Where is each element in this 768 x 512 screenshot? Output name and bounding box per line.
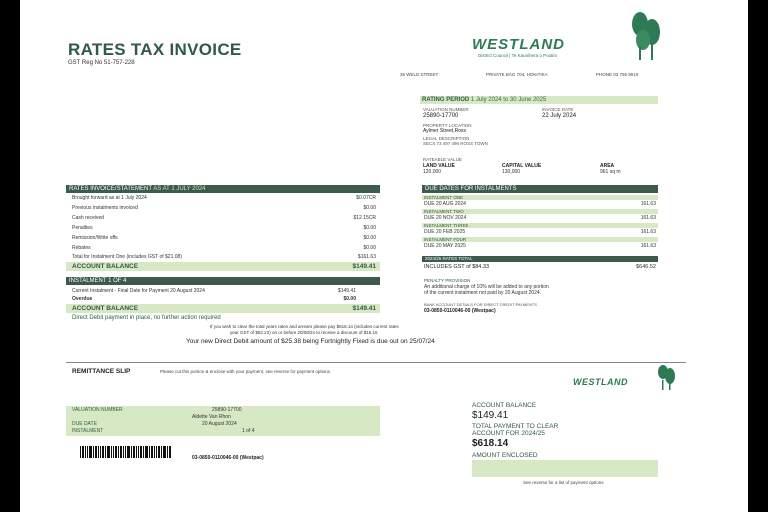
direct-debit-amount-note: Your new Direct Debit amount of $25.38 being Fortnightly Fixed is due out on 25/07/24: [186, 338, 435, 345]
slip-instalment-label: INSTALMENT: [72, 428, 104, 434]
council-subtitle: District Council | Te Kaunihera o Poutini: [478, 53, 557, 58]
instalment-balance-label: ACCOUNT BALANCE: [72, 305, 139, 312]
rating-period: [422, 97, 546, 103]
penalty-text-1: An additional charge of 10% will be added to any portion: [424, 284, 549, 290]
instalment-due-date: DUE 20 NOV 2024: [424, 215, 467, 221]
barcode-icon: [80, 446, 172, 458]
current-instalment-label: Current Instalment - Final Date for Payment 20 August 2024: [72, 288, 205, 294]
slip-due-label: DUE DATE: [72, 421, 97, 427]
statement-row: Previous instalments invoiced: [72, 205, 138, 211]
overdue-amount: $0.00: [343, 296, 356, 302]
area-value: 961 sq m: [600, 169, 621, 175]
tree-logo-icon: [628, 10, 662, 62]
penalty-text-2: of the current instalment not paid by 20 August 2024.: [424, 290, 542, 296]
council-logo: WESTLAND: [472, 36, 565, 53]
instalment-amount: 161.63: [640, 243, 656, 249]
amount-enclosed-label: AMOUNT ENCLOSED: [472, 452, 538, 459]
statement-amount: $12.15CR: [353, 215, 376, 221]
rates-total-gst: INCLUDES GST of $84.33: [424, 264, 490, 270]
bank-label: BANK ACCOUNT DETAILS FOR DIRECT CREDIT PAYMENTS: [424, 302, 537, 307]
instalment-amount: 161.63: [640, 229, 656, 235]
statement-row: Remission/Write offs: [72, 235, 118, 241]
instalment-header: INSTALMENT 1 OF 4: [66, 277, 380, 285]
address-bag: PRIVATE BAG 704, HOKITIKA: [486, 72, 548, 77]
statement-row: Cash received: [72, 215, 104, 221]
statement-amount: $0.00: [363, 235, 376, 241]
instalment-due-date: DUE 20 FEB 2025: [424, 229, 466, 235]
statement-date: AS AT 1 JULY 2024: [153, 186, 206, 192]
address-street: 36 WELD STREET: [400, 72, 439, 77]
rating-period-value: 1 July 2024 to 30 June 2025: [470, 97, 547, 103]
slip-bank-account: 03-0850-0110046-00 (Westpac): [192, 455, 264, 461]
cut-line: [66, 362, 686, 363]
invoice-page: [20, 0, 748, 512]
legal-label: LEGAL DESCRIPTION: [423, 136, 470, 141]
rates-total-header: 2024/25 RATES TOTAL: [422, 256, 658, 262]
invoice-date-label: INVOICE DATE: [542, 107, 574, 112]
location-label: PROPERTY LOCATION: [423, 123, 472, 128]
slip-total-label-1: TOTAL PAYMENT TO CLEAR: [472, 423, 559, 430]
instalment-name: INSTALMENT TWO: [424, 209, 464, 214]
land-value-label: LAND VALUE: [423, 163, 455, 169]
bank-account: 03-0850-0110046-00 (Westpac): [424, 308, 496, 314]
direct-debit-note: Direct Debit payment in place, no further action required: [72, 315, 221, 321]
current-instalment: $149.41: [337, 288, 356, 294]
slip-balance: $149.41: [472, 410, 509, 421]
statement-row: Penalties: [72, 225, 93, 231]
reverse-note: See reverse for a list of payment options: [523, 480, 604, 485]
clear-note-2: year GST of $82.22) on or before 20/08/24 to receive a discount of $16.16: [230, 330, 378, 335]
penalty-label: PENALTY PROVISION: [424, 278, 471, 283]
slip-instalment: 1 of 4: [242, 428, 255, 434]
instalment-due-date: DUE 20 AUG 2024: [424, 201, 466, 207]
rateable-label: RATEABLE VALUE: [423, 157, 462, 162]
statement-row: Rebates: [72, 245, 91, 251]
statement-amount: $0.07CR: [356, 195, 376, 201]
statement-amount: $0.00: [363, 205, 376, 211]
statement-amount: $0.00: [363, 245, 376, 251]
statement-row: Total for Instalment One (includes GST of $21.08): [72, 254, 182, 260]
valuation-number: 25890-17700: [423, 113, 459, 119]
remittance-title: REMITTANCE SLIP: [72, 368, 131, 375]
statement-amount: $161.63: [357, 254, 376, 260]
area-label: AREA: [600, 163, 615, 169]
statement-title: RATES INVOICE/STATEMENT: [69, 186, 152, 192]
address-phone: PHONE 03 756 9010: [596, 72, 639, 77]
gst-number: GST Reg No 51-757-228: [68, 60, 135, 66]
valuation-label: VALUATION NUMBER: [423, 107, 469, 112]
instalment-name: INSTALMENT ONE: [424, 195, 464, 200]
capital-value-label: CAPITAL VALUE: [502, 163, 542, 169]
slip-name: Aldette Van Rhon: [192, 414, 231, 420]
invoice-date: 22 July 2024: [542, 113, 577, 119]
property-location: Aylmer Street,Ross: [423, 128, 466, 134]
statement-amount: $0.00: [363, 225, 376, 231]
legal-description: SECS 73 497 496 ROSS TOWN: [423, 141, 488, 146]
slip-due-date: 20 August 2024: [202, 421, 237, 427]
overdue-label: Overdue: [72, 296, 93, 302]
instalment-balance: $149.41: [352, 305, 376, 312]
slip-total: $618.14: [472, 438, 509, 449]
slip-valuation-label: VALUATION NUMBER: [72, 407, 123, 413]
slip-total-label-2: ACCOUNT FOR 2024/25: [472, 430, 545, 437]
land-value: 120,000: [423, 169, 442, 175]
account-balance: $149.41: [352, 263, 376, 270]
statement-header: [66, 185, 380, 193]
clear-note-1: If you wish to clear the total years rates and arrears please pay $618.14 (includes current rates: [210, 324, 399, 329]
instalment-amount: 161.63: [640, 215, 656, 221]
slip-tree-icon: [656, 364, 676, 392]
slip-balance-label: ACCOUNT BALANCE: [472, 402, 537, 409]
account-balance-label: ACCOUNT BALANCE: [72, 263, 139, 270]
slip-valuation: 25890-17700: [212, 407, 242, 413]
instalment-name: INSTALMENT FOUR: [424, 237, 467, 242]
rating-period-label: RATING PERIOD: [422, 97, 470, 103]
instalment-amount: 161.63: [640, 201, 656, 207]
page-title: RATES TAX INVOICE: [68, 40, 242, 59]
instalment-name: INSTALMENT THREE: [424, 223, 469, 228]
capital-value: 130,000: [502, 169, 521, 175]
amount-enclosed-field[interactable]: [472, 460, 658, 477]
remittance-instruction: Please cut this portion & enclose with your payment, see reverse for payment options.: [160, 369, 332, 374]
due-dates-header: DUE DATES FOR INSTALMENTS: [422, 185, 658, 193]
slip-logo: WESTLAND: [573, 377, 628, 387]
statement-row: Brought forward as at 1 July 2024: [72, 195, 147, 201]
instalment-due-date: DUE 20 MAY 2025: [424, 243, 466, 249]
rates-total: $646.52: [636, 264, 656, 270]
